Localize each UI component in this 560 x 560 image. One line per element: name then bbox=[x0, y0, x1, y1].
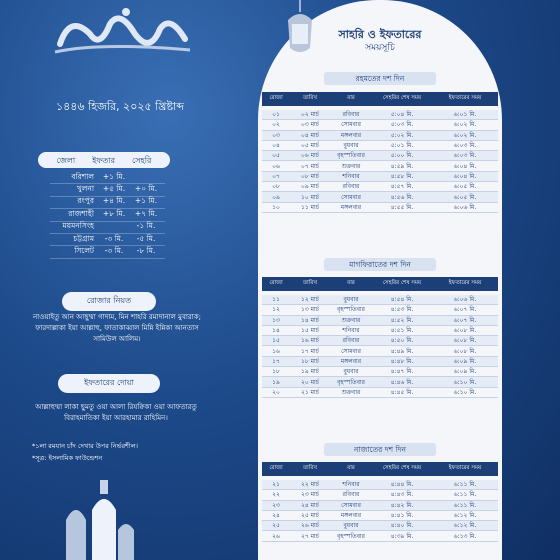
day-cell: রবিবার bbox=[342, 337, 360, 345]
roza-cell: ০৫ bbox=[272, 152, 280, 160]
district-row bbox=[50, 246, 165, 258]
roza-cell: ১৭ bbox=[272, 357, 280, 365]
sehri-cell: ৪:৪২ মি. bbox=[390, 501, 414, 509]
date-cell: ২৫ মার্চ bbox=[300, 512, 319, 520]
district-iftar: -৩ মি. bbox=[104, 246, 124, 256]
date-cell: ২২ মার্চ bbox=[300, 481, 320, 489]
col-sehri: সেহরির শেষ সময় bbox=[382, 465, 422, 471]
district-sehri: +০ মি. bbox=[134, 184, 158, 194]
iftar-cell: ৬:০৩ মি. bbox=[453, 142, 477, 150]
date-cell: ০৪ মার্চ bbox=[300, 131, 319, 139]
day-cell: সোমবার bbox=[341, 121, 361, 129]
district-name: সিলেট bbox=[74, 246, 94, 256]
col-day: বার bbox=[347, 95, 355, 101]
table-body-najat bbox=[262, 480, 498, 542]
day-cell: বৃহস্পতিবার bbox=[337, 378, 365, 386]
section-label-magfirat: মাগফিরাতের দশ দিন bbox=[324, 258, 436, 271]
roza-cell: ০৯ bbox=[272, 193, 280, 201]
sehri-cell: ৪:৫২ মি. bbox=[390, 316, 414, 324]
iftar-cell: ৬:০৮ মি. bbox=[453, 337, 477, 345]
ramadan-logo bbox=[40, 4, 200, 64]
iftar-cell: ৬:০৯ মি. bbox=[453, 368, 477, 376]
col-date: তারিখ bbox=[303, 280, 317, 286]
roza-cell: ০৪ bbox=[272, 142, 280, 150]
day-cell: বৃহস্পতিবার bbox=[337, 306, 365, 314]
date-cell: ১৪ মার্চ bbox=[300, 316, 319, 324]
col-day: বার bbox=[347, 465, 355, 471]
iftar-cell: ৬:০৫ মি. bbox=[453, 183, 477, 191]
district-iftar: +৮ মি. bbox=[102, 208, 126, 218]
sehri-cell: ৫:০০ মি. bbox=[390, 152, 414, 160]
district-sehri: -৮ মি. bbox=[136, 246, 156, 256]
iftar-cell: ৬:১০ মি. bbox=[453, 388, 477, 396]
section-label-rahmat: রহমতের দশ দিন bbox=[324, 72, 436, 85]
district-row bbox=[50, 197, 165, 209]
col-sehri: সেহরির শেষ সময় bbox=[382, 95, 422, 101]
date-cell: ১৭ মার্চ bbox=[300, 347, 319, 355]
day-cell: রবিবার bbox=[342, 111, 360, 119]
roza-cell: ১৮ bbox=[272, 368, 280, 376]
day-cell: বুধবার bbox=[343, 296, 359, 304]
district-table bbox=[50, 172, 165, 259]
date-cell: ২১ মার্চ bbox=[300, 388, 319, 396]
sehri-cell: ৪:৫১ মি. bbox=[390, 327, 414, 335]
day-cell: বৃহস্পতিবার bbox=[337, 532, 365, 540]
ramadan-calligraphy-icon bbox=[40, 4, 200, 64]
card-subtitle: সময়সূচি bbox=[365, 43, 395, 53]
sehri-cell: ৪:৪০ মি. bbox=[390, 522, 414, 530]
date-cell: ১৯ মার্চ bbox=[300, 368, 319, 376]
iftar-cell: ৬:১৩ মি. bbox=[453, 532, 477, 540]
roza-cell: ২৬ bbox=[272, 532, 280, 540]
sehri-col-header: সেহরি bbox=[132, 156, 152, 165]
iftar-cell: ৬:১০ মি. bbox=[453, 378, 477, 386]
day-cell: শুক্রবার bbox=[341, 316, 361, 324]
table-row bbox=[262, 388, 498, 398]
iftar-cell: ৬:০৭ মি. bbox=[453, 306, 477, 314]
date-cell: ২৬ মার্চ bbox=[300, 522, 320, 530]
day-cell: রবিবার bbox=[342, 183, 360, 191]
district-name: রংপুর bbox=[77, 196, 94, 206]
iftar-cell: ৬:০২ মি. bbox=[453, 131, 477, 139]
sehri-cell: ৫:০৪ মি. bbox=[390, 111, 414, 119]
niyat-text: নাওয়াইতু আন আছুম্মা গাদাম, মিন শাহরি রমাদানাল মুবারাক; ফারদাল্লাকা ইয়া আল্লাহু, ফাতাকাব্বাল মিন্নি ইন্নিকা আনতাস সামিউল আলিম। bbox=[32, 313, 202, 343]
day-cell: মঙ্গলবার bbox=[340, 512, 362, 520]
day-cell: রবিবার bbox=[342, 491, 360, 499]
district-row bbox=[50, 172, 165, 184]
date-cell: ১১ মার্চ bbox=[300, 203, 319, 211]
day-cell: শনিবার bbox=[342, 327, 360, 335]
district-row bbox=[50, 184, 165, 196]
iftar-cell: ৬:১১ মি. bbox=[453, 491, 477, 499]
date-cell: ০২ মার্চ bbox=[300, 111, 320, 119]
date-cell: ০৭ মার্চ bbox=[300, 162, 320, 170]
sehri-cell: ৫:০৩ মি. bbox=[390, 121, 414, 129]
day-cell: মঙ্গলবার bbox=[340, 357, 362, 365]
roza-cell: ০১ bbox=[272, 111, 280, 119]
date-cell: ২৭ মার্চ bbox=[300, 532, 320, 540]
day-cell: বুধবার bbox=[343, 522, 359, 530]
iftar-col-header: ইফতার bbox=[92, 156, 115, 165]
roza-cell: ১৫ bbox=[272, 337, 280, 345]
date-cell: ২৪ মার্চ bbox=[300, 501, 319, 509]
roza-cell: ১৪ bbox=[272, 327, 280, 335]
col-roza: রোজা bbox=[269, 465, 283, 471]
table-header bbox=[262, 92, 498, 106]
col-iftar: ইফতারের সময় bbox=[448, 95, 482, 101]
sehri-cell: ৪:৫৪ মি. bbox=[390, 296, 414, 304]
iftar-cell: ৬:০৮ মি. bbox=[453, 347, 477, 355]
date-cell: ১২ মার্চ bbox=[300, 296, 319, 304]
day-cell: মঙ্গলবার bbox=[340, 131, 362, 139]
date-cell: ০৯ মার্চ bbox=[300, 183, 319, 191]
sehri-cell: ৪:৫৩ মি. bbox=[390, 306, 414, 314]
table-header bbox=[262, 462, 498, 476]
sehri-cell: ৫:০২ মি. bbox=[390, 131, 414, 139]
day-cell: বৃহস্পতিবার bbox=[337, 152, 365, 160]
col-date: তারিখ bbox=[303, 95, 317, 101]
day-cell: শুক্রবার bbox=[341, 162, 361, 170]
district-sehri: -১ মি. bbox=[136, 221, 156, 231]
roza-cell: ১২ bbox=[272, 306, 280, 314]
district-iftar: +৫ মি. bbox=[102, 184, 126, 194]
col-roza: রোজা bbox=[269, 280, 283, 286]
district-row bbox=[50, 234, 165, 246]
col-sehri: সেহরির শেষ সময় bbox=[382, 280, 422, 286]
iftar-cell: ৬:১১ মি. bbox=[453, 501, 477, 509]
col-roza: রোজা bbox=[269, 95, 283, 101]
day-cell: বুধবার bbox=[343, 368, 359, 376]
col-iftar: ইফতারের সময় bbox=[448, 465, 482, 471]
roza-cell: ২১ bbox=[272, 481, 280, 489]
left-panel bbox=[0, 0, 240, 560]
district-iftar: -৩ মি. bbox=[104, 233, 124, 243]
iftar-cell: ৬:০৯ মি. bbox=[453, 357, 477, 365]
day-cell: শনিবার bbox=[342, 481, 360, 489]
day-cell: বুধবার bbox=[343, 142, 359, 150]
sehri-cell: ৪:৫০ মি. bbox=[390, 337, 414, 345]
district-sehri: -৫ মি. bbox=[136, 233, 156, 243]
iftar-cell: ৬:০৩ মি. bbox=[453, 152, 477, 160]
district-row bbox=[50, 222, 165, 234]
iftar-cell: ৬:০৭ মি. bbox=[453, 316, 477, 324]
sehri-cell: ৪:৫৫ মি. bbox=[390, 203, 414, 211]
roza-cell: ১৩ bbox=[272, 316, 280, 324]
col-iftar: ইফতারের সময় bbox=[448, 280, 482, 286]
niyat-title: রোজার নিয়ত bbox=[62, 292, 156, 311]
sehri-cell: ৪:৪৬ মি. bbox=[390, 378, 414, 386]
iftar-cell: ৬:০৫ মি. bbox=[453, 193, 477, 201]
day-cell: সোমবার bbox=[341, 347, 361, 355]
iftar-cell: ৬:০১ মি. bbox=[453, 111, 477, 119]
day-cell: সোমবার bbox=[341, 193, 361, 201]
iftar-cell: ৬:০৪ মি. bbox=[453, 162, 477, 170]
iftar-cell: ৬:০৮ মি. bbox=[453, 327, 477, 335]
roza-cell: ২০ bbox=[272, 388, 280, 396]
roza-cell: ২৩ bbox=[272, 501, 280, 509]
table-row bbox=[262, 203, 498, 213]
footnotes bbox=[32, 440, 212, 464]
iftar-cell: ৬:০৬ মি. bbox=[453, 203, 477, 211]
sehri-cell: ৪:৪৫ মি. bbox=[390, 388, 414, 396]
section-label-najat: নাজাতের দশ দিন bbox=[324, 443, 436, 456]
roza-cell: ০৭ bbox=[272, 172, 280, 180]
sehri-cell: ৪:৫৮ মি. bbox=[390, 172, 414, 180]
district-row bbox=[50, 209, 165, 221]
table-body-magfirat bbox=[262, 295, 498, 398]
hijri-year-line: ১৪৪৬ হিজরি, ২০২৫ খ্রিষ্টাব্দ bbox=[56, 100, 184, 113]
district-col-header: জেলা bbox=[56, 156, 76, 165]
sehri-cell: ৪:৪৪ মি. bbox=[390, 481, 414, 489]
district-name: খুলনা bbox=[76, 184, 94, 194]
hanging-lantern-icon bbox=[282, 0, 318, 58]
date-cell: ১৩ মার্চ bbox=[300, 306, 319, 314]
day-cell: সোমবার bbox=[341, 501, 361, 509]
sehri-cell: ৪:৪৩ মি. bbox=[390, 491, 414, 499]
district-name: চট্টগ্রাম bbox=[73, 233, 94, 243]
schedule-card bbox=[258, 0, 502, 560]
roza-cell: ০৩ bbox=[272, 131, 280, 139]
date-cell: ০৩ মার্চ bbox=[300, 121, 320, 129]
sehri-cell: ৪:৫৯ মি. bbox=[390, 162, 414, 170]
iftar-cell: ৬:১১ মি. bbox=[453, 481, 477, 489]
iftar-cell: ৬:০২ মি. bbox=[453, 121, 477, 129]
iftar-cell: ৬:০৪ মি. bbox=[453, 172, 477, 180]
sehri-cell: ৪:৪১ মি. bbox=[390, 512, 414, 520]
table-body-rahmat bbox=[262, 110, 498, 213]
roza-cell: ০২ bbox=[272, 121, 280, 129]
district-name: রাজশাহী bbox=[68, 208, 94, 218]
district-table-header bbox=[38, 152, 170, 168]
sehri-cell: ৪:৫৭ মি. bbox=[390, 183, 414, 191]
roza-cell: ০৬ bbox=[272, 162, 280, 170]
footnote-moon: *১লা রমযান চাঁদ দেখার উপর নির্ভরশীল। bbox=[32, 442, 138, 450]
col-date: তারিখ bbox=[303, 465, 317, 471]
roza-cell: ২৫ bbox=[272, 522, 280, 530]
table-header bbox=[262, 277, 498, 291]
date-cell: ২৩ মার্চ bbox=[300, 491, 320, 499]
day-cell: মঙ্গলবার bbox=[340, 203, 362, 211]
table-row bbox=[262, 531, 498, 541]
roza-cell: ১৬ bbox=[272, 347, 280, 355]
roza-cell: ২২ bbox=[272, 491, 280, 499]
district-name: ময়মনসিংহ bbox=[62, 221, 94, 231]
roza-cell: ১৯ bbox=[272, 378, 280, 386]
district-sehri: +১ মি. bbox=[134, 196, 158, 206]
sehri-cell: ৪:৫৬ মি. bbox=[390, 193, 414, 201]
date-cell: ১৬ মার্চ bbox=[300, 337, 319, 345]
date-cell: ১৮ মার্চ bbox=[300, 357, 319, 365]
district-iftar: +১ মি. bbox=[102, 171, 126, 181]
sehri-cell: ৫:০১ মি. bbox=[390, 142, 414, 150]
iftar-dua-text: আল্লাহুম্মা লাকা ছুমতু ওয়া আলা রিযক্বিকা ওয়া আফতারতু বিরাহমাতিকা ইয়া আরহামার রাহিমিন। bbox=[35, 403, 197, 422]
date-cell: ১৫ মার্চ bbox=[300, 327, 319, 335]
lantern-icon bbox=[56, 470, 136, 560]
district-iftar: +৪ মি. bbox=[102, 196, 126, 206]
roza-cell: ০৮ bbox=[272, 183, 280, 191]
sehri-cell: ৪:৪৮ মি. bbox=[390, 357, 414, 365]
sehri-cell: ৪:৪৯ মি. bbox=[390, 347, 414, 355]
col-day: বার bbox=[347, 280, 355, 286]
sehri-cell: ৪:৩৯ মি. bbox=[390, 532, 414, 540]
iftar-cell: ৬:০৬ মি. bbox=[453, 296, 477, 304]
date-cell: ২০ মার্চ bbox=[300, 378, 320, 386]
card-title: সাহরি ও ইফতারের bbox=[338, 28, 422, 41]
roza-cell: ১০ bbox=[272, 203, 280, 211]
date-cell: ১০ মার্চ bbox=[300, 193, 319, 201]
day-cell: শুক্রবার bbox=[341, 388, 361, 396]
date-cell: ০৫ মার্চ bbox=[300, 142, 319, 150]
roza-cell: ২৪ bbox=[272, 512, 280, 520]
iftar-dua-title: ইফতারের দোয়া bbox=[58, 374, 160, 393]
iftar-cell: ৬:১২ মি. bbox=[453, 522, 477, 530]
date-cell: ০৬ মার্চ bbox=[300, 152, 320, 160]
iftar-cell: ৬:১২ মি. bbox=[453, 512, 477, 520]
footnote-source: *সূত্র: ইসলামিক ফাউন্ডেশন bbox=[32, 454, 103, 462]
day-cell: শনিবার bbox=[342, 172, 360, 180]
sehri-cell: ৪:৪৭ মি. bbox=[390, 368, 414, 376]
roza-cell: ১১ bbox=[272, 296, 280, 304]
district-name: বরিশাল bbox=[71, 171, 94, 181]
district-sehri: +৭ মি. bbox=[134, 208, 158, 218]
date-cell: ০৮ মার্চ bbox=[300, 172, 319, 180]
